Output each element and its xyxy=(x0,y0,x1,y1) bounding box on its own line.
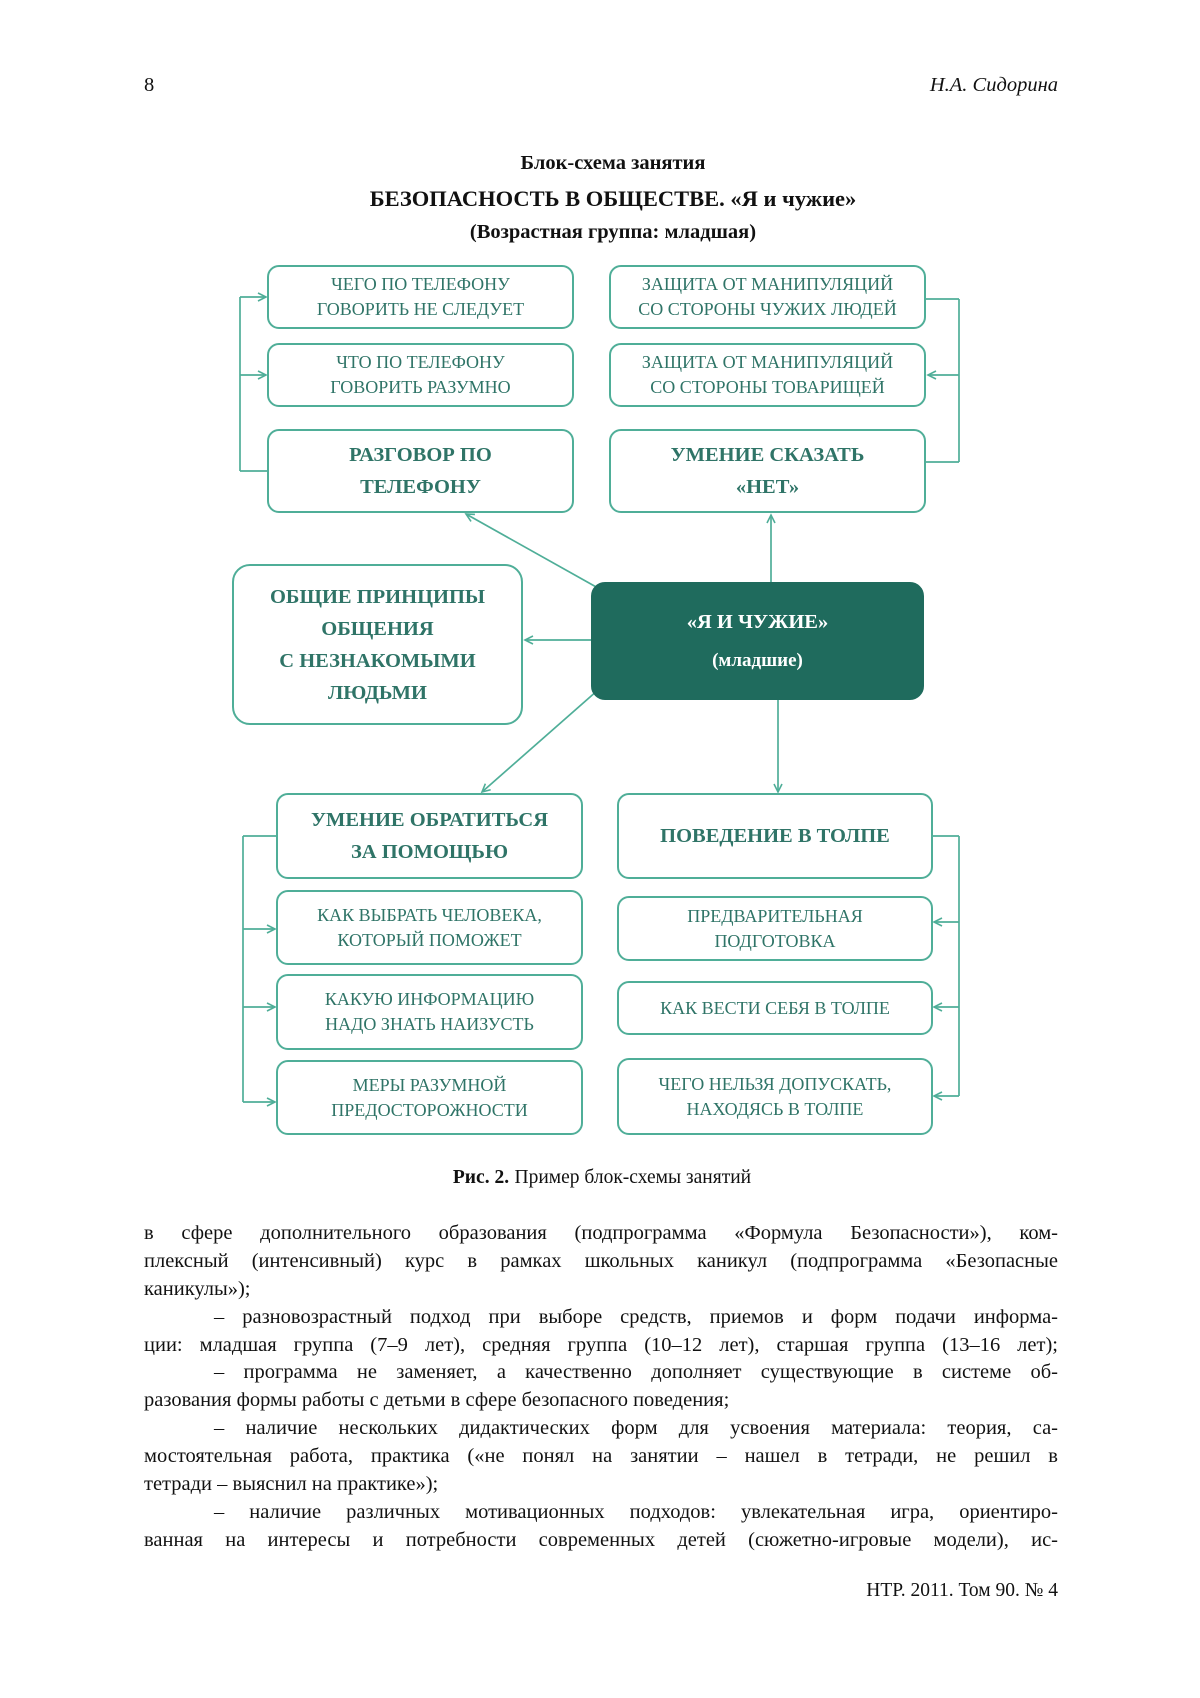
body-line: разования формы работы с детьми в сфере безопасного поведения; xyxy=(144,1389,730,1412)
body-line: плексный (интенсивный) курс в рамках школьных каникул (подпрограмма «Безопасные xyxy=(144,1249,1058,1272)
body-line: ции: младшая группа (7–9 лет), средняя группа (10–12 лет), старшая группа (13–16 лет); xyxy=(144,1333,1058,1356)
node-center-title: «Я И ЧУЖИЕ» xyxy=(686,611,829,633)
body-line: – разновозрастный подход при выборе средств, приемов и форм подачи информа- xyxy=(214,1305,1058,1328)
node-line: ЧЕГО ПО ТЕЛЕФОНУ xyxy=(331,274,510,294)
node-line: КАК ВЕСТИ СЕБЯ В ТОЛПЕ xyxy=(660,997,890,1018)
node-preparation xyxy=(617,896,933,961)
figure-title-line-1: Блок-схема занятия xyxy=(520,152,706,174)
node-line: УМЕНИЕ СКАЗАТЬ xyxy=(670,444,865,466)
node-communication-principles xyxy=(232,564,523,725)
node-line: ОБЩЕНИЯ xyxy=(321,617,434,640)
node-line: ЧТО ПО ТЕЛЕФОНУ xyxy=(336,352,505,372)
node-precautions xyxy=(276,1060,583,1135)
node-line: ПОДГОТОВКА xyxy=(714,930,836,951)
node-crowd-behavior xyxy=(617,793,933,879)
figure-title-line-2: БЕЗОПАСНОСТЬ В ОБЩЕСТВЕ. «Я и чужие» xyxy=(369,186,857,211)
body-line: тетради – выяснил на практике»); xyxy=(144,1473,439,1496)
node-line: КОТОРЫЙ ПОМОЖЕТ xyxy=(337,929,522,950)
node-line: СО СТОРОНЫ ЧУЖИХ ЛЮДЕЙ xyxy=(638,299,897,319)
node-line: ТЕЛЕФОНУ xyxy=(360,476,481,498)
node-center-subtitle: (младшие) xyxy=(712,650,803,671)
node-line: КАК ВЫБРАТЬ ЧЕЛОВЕКА, xyxy=(317,904,542,925)
node-line: ЛЮДЬМИ xyxy=(328,681,427,704)
journal-footer: НТР. 2011. Том 90. № 4 xyxy=(866,1580,1058,1601)
node-ask-for-help xyxy=(276,793,583,879)
node-line: ГОВОРИТЬ РАЗУМНО xyxy=(330,377,511,397)
figure-caption-label: Рис. 2. xyxy=(452,1167,510,1188)
node-manipulation-strangers xyxy=(609,265,926,329)
node-crowd-donts xyxy=(617,1058,933,1135)
node-line: «НЕТ» xyxy=(735,476,800,498)
node-line: С НЕЗНАКОМЫМИ xyxy=(279,649,476,672)
body-line: – наличие различных мотивационных подходов: увлекательная игра, ориентиро- xyxy=(214,1500,1058,1523)
node-line: УМЕНИЕ ОБРАТИТЬСЯ xyxy=(310,809,549,831)
body-line: – наличие нескольких дидактических форм для усвоения материала: теория, са- xyxy=(214,1417,1058,1440)
body-line: мостоятельная работа, практика («не понял на занятии – нашел в тетради, не решил в xyxy=(144,1445,1058,1468)
node-choose-person xyxy=(276,890,583,965)
figure-title-line-3: (Возрастная группа: младшая) xyxy=(469,221,757,243)
node-line: КАКУЮ ИНФОРМАЦИЮ xyxy=(324,989,535,1009)
node-line: ЧЕГО НЕЛЬЗЯ ДОПУСКАТЬ, xyxy=(658,1073,892,1094)
node-center xyxy=(591,582,924,700)
body-line: в сфере дополнительного образования (подпрограмма «Формула Безопасности»), ком- xyxy=(144,1222,1058,1244)
node-behave-in-crowd xyxy=(617,981,933,1035)
node-line: ГОВОРИТЬ НЕ СЛЕДУЕТ xyxy=(316,299,525,319)
node-phone-conversation xyxy=(267,429,574,513)
node-line: ЗА ПОМОЩЬЮ xyxy=(350,841,509,863)
node-line: ПОВЕДЕНИЕ В ТОЛПЕ xyxy=(660,825,890,847)
body-line: каникулы»); xyxy=(144,1277,251,1300)
body-line: – программа не заменяет, а качественно дополняет существующие в системе об- xyxy=(214,1361,1058,1384)
running-header-author: Н.А. Сидорина xyxy=(929,74,1058,96)
node-line: МЕРЫ РАЗУМНОЙ xyxy=(352,1074,507,1095)
node-line: ПРЕДВАРИТЕЛЬНАЯ xyxy=(687,905,863,926)
node-line: НАДО ЗНАТЬ НАИЗУСТЬ xyxy=(325,1014,534,1034)
body-text xyxy=(144,1220,1058,1555)
body-line: ванная на интересы и потребности современных детей (сюжетно-игровые модели), ис- xyxy=(144,1528,1058,1551)
node-say-no xyxy=(609,429,926,513)
node-manipulation-peers xyxy=(609,343,926,407)
node-line: ОБЩИЕ ПРИНЦИПЫ xyxy=(269,585,486,608)
figure-caption-text: Пример блок-схемы занятий xyxy=(514,1167,752,1188)
node-phone-reasonable xyxy=(267,343,574,407)
node-line: ЗАЩИТА ОТ МАНИПУЛЯЦИЙ xyxy=(641,274,894,294)
figure-caption xyxy=(200,1166,1004,1190)
node-line: ПРЕДОСТОРОЖНОСТИ xyxy=(331,1099,528,1120)
node-line: ЗАЩИТА ОТ МАНИПУЛЯЦИЙ xyxy=(641,352,894,372)
node-line: СО СТОРОНЫ ТОВАРИЩЕЙ xyxy=(650,377,885,397)
node-line: РАЗГОВОР ПО xyxy=(349,444,492,466)
node-memorize-info xyxy=(276,974,583,1050)
node-phone-not-say xyxy=(267,265,574,329)
page-number: 8 xyxy=(144,74,155,96)
node-line: НАХОДЯСЬ В ТОЛПЕ xyxy=(686,1098,864,1119)
